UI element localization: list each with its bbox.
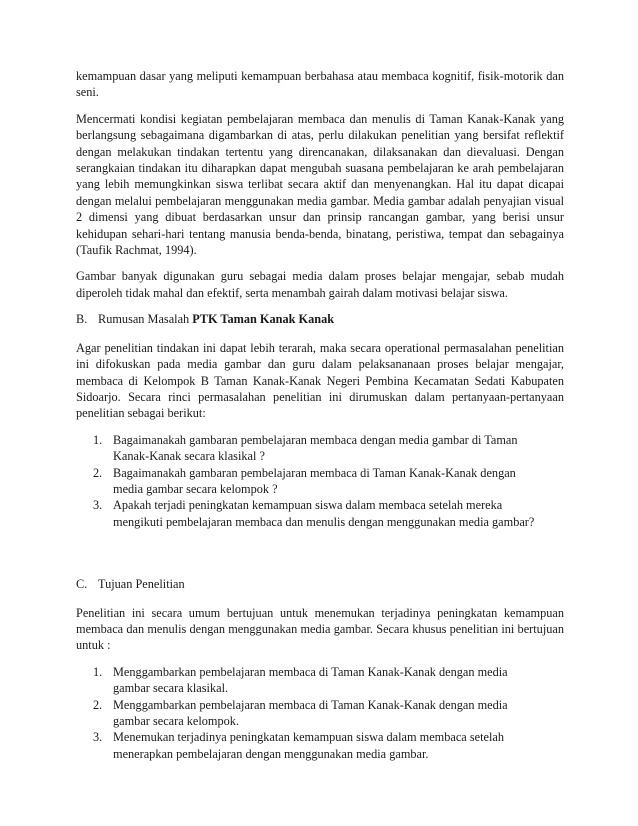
- list-item-number: 2.: [93, 697, 103, 712]
- list-item-text: Menggambarkan pembelajaran membaca di Taman Kanak-Kanak dengan media gambar secara klasikal.: [113, 664, 508, 696]
- list-item: [76, 729, 564, 762]
- paragraph-gambar: Gambar banyak digunakan guru sebagai media dalam proses belajar mengajar, sebab mudah diperoleh tidak mahal dan efektif, serta menambah gairah dalam motivasi belajar siswa.: [76, 269, 564, 300]
- list-item: [76, 432, 564, 465]
- list-item: [76, 697, 564, 730]
- list-item-text: Bagaimanakah gambaran pembelajaran membaca dengan media gambar di Taman Kanak-Kanak secara klasikal ?: [113, 432, 518, 464]
- section-b-letter: B.: [76, 312, 88, 327]
- intro-fragment: kemampuan dasar yang meliputi kemampuan berbahasa atau membaca kognitif, fisik-motorik dan seni.: [76, 69, 564, 100]
- list-item-text: Menemukan terjadinya peningkatan kemampuan siswa dalam membaca setelah menerapkan pembelajaran dengan menggunakan media gambar.: [113, 730, 504, 761]
- document-page: [76, 68, 564, 762]
- section-c-heading: [76, 576, 564, 592]
- list-item-text: Apakah terjadi peningkatan kemampuan siswa dalam membaca setelah mereka mengikuti pembelajaran membaca dan menulis dengan menggunakan media gambar?: [113, 498, 535, 529]
- list-item: [76, 465, 564, 498]
- section-c-title: Tujuan Penelitian: [98, 577, 185, 592]
- list-item: [76, 497, 564, 530]
- section-b-title: Rumusan Masalah: [98, 312, 193, 327]
- section-c-letter: C.: [76, 577, 88, 592]
- section-b-paragraph: Agar penelitian tindakan ini dapat lebih terarah, maka secara operational permasalahan penelitian ini difokuskan pada media gambar dan guru dalam pelaksananaan proses belajar mengajar, membaca di Kelompok B Taman Kanak-Kanak Negeri Pembina Kecamatan Sedati Kabupaten Sidoarjo. Secara rinci permasalahan penelitian ini dirumuskan dalam pertanyaan-pertanyaan penelitian sebagai berikut:: [76, 340, 564, 421]
- section-c-paragraph: Penelitian ini secara umum bertujuan untuk menemukan terjadinya peningkatan kemampuan membaca dan menulis dengan menggunakan media gambar. Secara khusus penelitian ini bertujuan untuk :: [76, 605, 564, 653]
- section-b-heading: [76, 311, 564, 327]
- list-item-number: 1.: [93, 664, 103, 679]
- list-item-number: 2.: [93, 465, 103, 480]
- section-b-title-bold: PTK Taman Kanak Kanak: [192, 312, 335, 327]
- list-item-number: 3.: [93, 730, 103, 745]
- list-item-text: Bagaimanakah gambaran pembelajaran membaca di Taman Kanak-Kanak dengan media gambar secara kelompok ?: [113, 465, 516, 496]
- list-item-number: 1.: [93, 432, 103, 447]
- research-questions-list: [76, 432, 564, 530]
- paragraph-kondisi: Mencermati kondisi kegiatan pembelajaran membaca dan menulis di Taman Kanak-Kanak yang berlangsung sebagaimana digambarkan di atas, perlu dilakukan penelitian yang bersifat reflektif dengan melakukan tindakan tertentu yang direncanakan, dilaksanakan dan dievaluasi. Dengan serangkaian tindakan itu diharapkan dapat mengubah suasana pembelajaran ke arah pembelajaran yang lebih memungkinkan siswa terlibat secara aktif dan menyenangkan. Hal itu dapat dicapai dengan melalui pembelajaran menggunakan media gambar. Media gambar adalah penyajian visual 2 dimensi yang dibuat berdasarkan unsur dan prinsip rancangan gambar, yang berisi unsur kehidupan sehari-hari tentang manusia benda-benda, binatang, peristiwa, tempat dan sebagainya (Taufik Rachmat, 1994).: [76, 111, 564, 258]
- list-item-text: Menggambarkan pembelajaran membaca di Taman Kanak-Kanak dengan media gambar secara kelompok.: [113, 697, 508, 728]
- list-item: [76, 664, 564, 697]
- research-objectives-list: [76, 664, 564, 762]
- list-item-number: 3.: [93, 498, 103, 513]
